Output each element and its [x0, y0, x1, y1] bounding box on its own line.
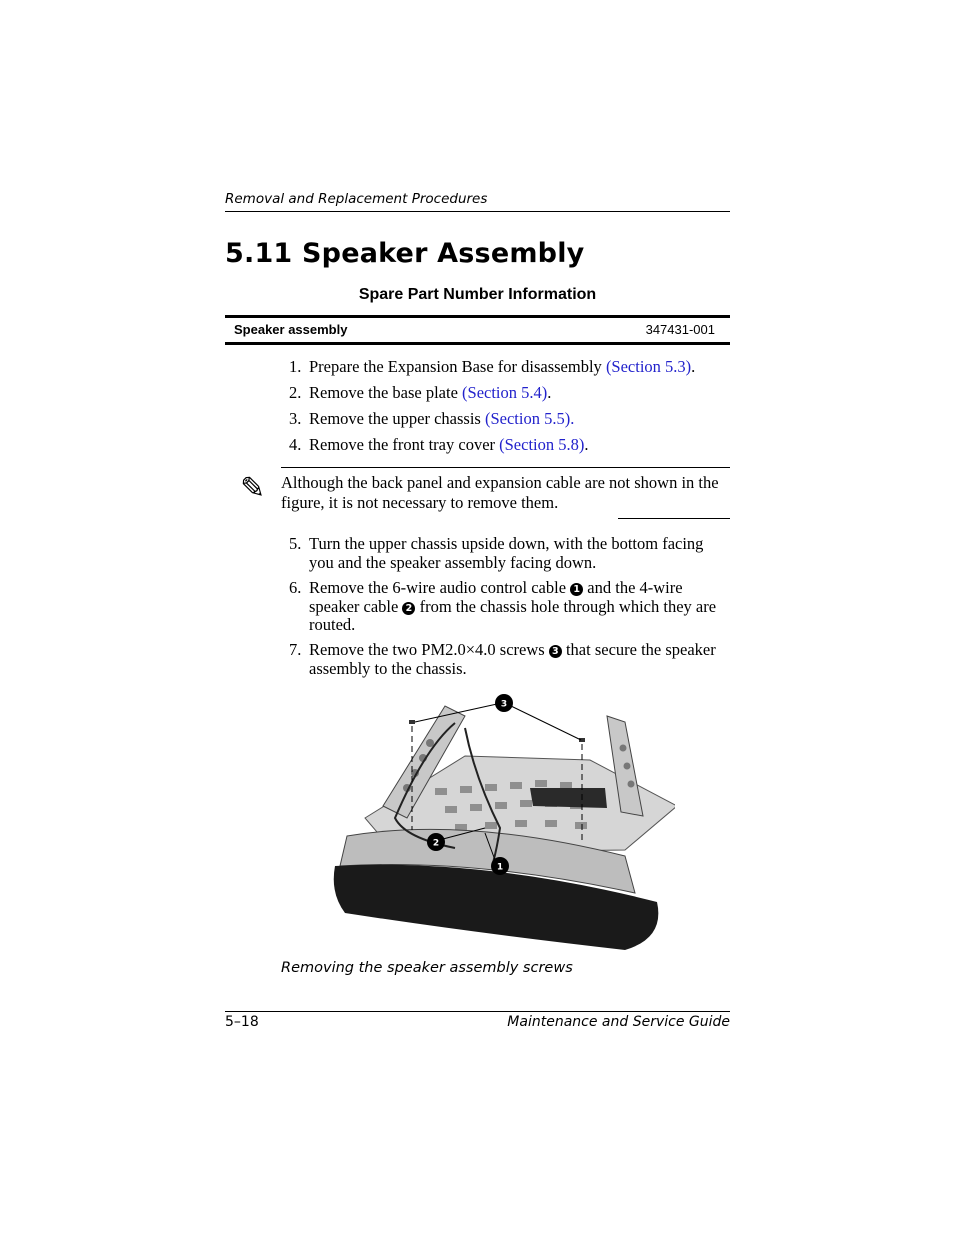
speaker-assembly-figure: [325, 688, 675, 958]
spare-part-table-caption: Spare Part Number Information: [358, 286, 597, 303]
figure-callout-1: [491, 857, 509, 875]
callout-2: 2: [402, 602, 415, 615]
figure-callout-2-label: 2: [432, 838, 440, 849]
step-text: Remove the two PM2.0×4.0 screws: [309, 640, 549, 659]
step-3: [289, 410, 731, 429]
step-1: [289, 358, 731, 377]
step-2: [289, 384, 731, 403]
step-text: and the 4-wire speaker cable: [309, 578, 683, 616]
step-text: from the chassis hole through which they are routed.: [309, 596, 717, 634]
figure-callout-3-label: 3: [500, 699, 508, 710]
leader-3-right: [511, 706, 581, 740]
step-5: [289, 535, 731, 572]
step-text: that secure the speaker assembly to the chassis.: [309, 640, 716, 678]
figure-callout-3: [495, 694, 513, 712]
step-text: Remove the base plate: [309, 383, 463, 402]
step-7: [289, 641, 731, 678]
step-text: Remove the front tray cover: [309, 435, 500, 454]
note-rule-bottom: [618, 518, 730, 519]
section-title: 5.11 Speaker Assembly: [225, 238, 585, 269]
note-rule-top: [281, 467, 730, 468]
spare-part-name: Speaker assembly: [234, 322, 348, 337]
figure-caption: Removing the speaker assembly screws: [281, 960, 573, 976]
header-rule: [225, 211, 730, 212]
section-link-5-5[interactable]: (Section 5.5).: [484, 409, 575, 428]
callout-1: 1: [570, 583, 583, 596]
step-number: 1.: [289, 357, 302, 376]
section-link-5-8[interactable]: (Section 5.8): [499, 435, 585, 454]
page-number: 5–18: [225, 1014, 259, 1030]
callout-3: 3: [549, 645, 562, 658]
step-punct: .: [584, 435, 589, 454]
step-punct: .: [547, 383, 552, 402]
spare-part-number: 347431-001: [645, 322, 715, 337]
step-6: [289, 579, 731, 635]
step-number: 4.: [289, 435, 302, 454]
step-text: Prepare the Expansion Base for disassembly: [309, 357, 606, 376]
step-text: Turn the upper chassis upside down, with the bottom facing you and the speaker assembly facing down.: [309, 534, 704, 572]
footer-rule: [225, 1011, 730, 1012]
back-tab: [530, 788, 607, 808]
step-text: Remove the 6-wire audio control cable: [309, 578, 571, 597]
section-link-5-3[interactable]: (Section 5.3): [605, 357, 692, 376]
note-text: Although the back panel and expansion cable are not shown in the figure, it is not necessary to remove them.: [281, 473, 719, 512]
section-link-5-4[interactable]: (Section 5.4): [462, 383, 548, 402]
spare-part-table: [225, 315, 730, 345]
step-4: [289, 436, 731, 455]
step-number: 2.: [289, 383, 302, 402]
step-number: 7.: [289, 640, 302, 659]
running-header: Removal and Replacement Procedures: [225, 191, 488, 207]
screw-left: [409, 720, 415, 724]
footer-title: Maintenance and Service Guide: [507, 1014, 730, 1030]
pencil-icon: ✎: [240, 471, 266, 506]
step-number: 5.: [289, 534, 302, 553]
step-number: 3.: [289, 409, 302, 428]
step-number: 6.: [289, 578, 302, 597]
step-punct: .: [691, 357, 696, 376]
figure-callout-1-label: 1: [496, 862, 504, 873]
figure-callout-2: [427, 833, 445, 851]
step-text: Remove the upper chassis: [309, 409, 485, 428]
